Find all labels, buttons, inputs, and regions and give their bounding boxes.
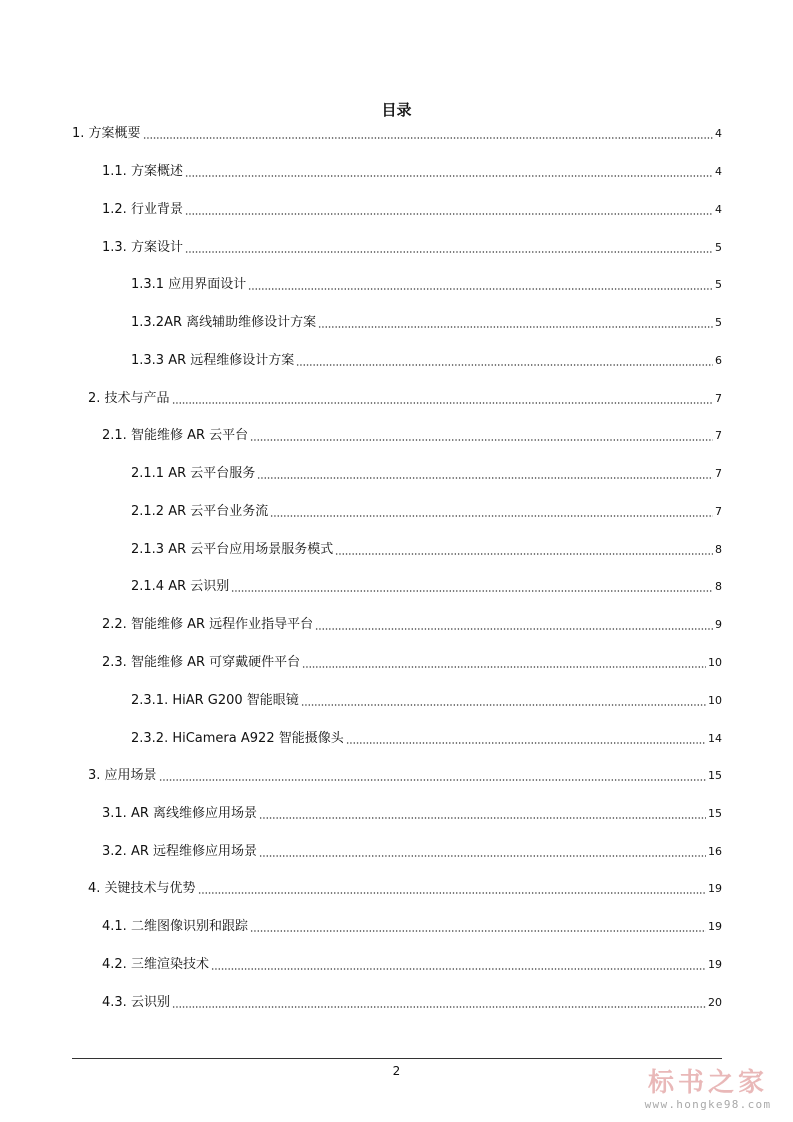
toc-entry[interactable] (131, 275, 722, 295)
toc-entry[interactable] (102, 162, 722, 182)
toc-entry[interactable] (102, 238, 722, 258)
toc-entry-page: 6 (715, 354, 722, 367)
toc-entry-page: 15 (708, 769, 722, 782)
toc-entry-page: 5 (715, 278, 722, 291)
toc-entry[interactable] (88, 389, 722, 409)
toc-entry[interactable] (131, 577, 722, 597)
toc-entry-label: 1.3.1 应用界面设计 (131, 277, 247, 292)
toc-entry-label: 3.2. AR 远程维修应用场景 (102, 844, 257, 859)
toc-entry-page: 14 (708, 732, 722, 745)
toc-entry[interactable] (102, 955, 722, 975)
toc-entry-page: 19 (708, 882, 722, 895)
dot-leader (143, 137, 713, 139)
toc-entry[interactable] (131, 351, 722, 371)
toc-entry[interactable] (102, 804, 722, 824)
toc-entry[interactable] (131, 729, 722, 749)
dot-leader (296, 364, 713, 366)
toc-entry[interactable] (131, 691, 722, 711)
dot-leader (185, 175, 713, 177)
toc-entry-page: 7 (715, 505, 722, 518)
toc-entry-page: 7 (715, 392, 722, 405)
footer-divider (72, 1058, 722, 1059)
toc-entry-label: 2.3.1. HiAR G200 智能眼镜 (131, 693, 299, 708)
toc-entry[interactable] (88, 766, 722, 786)
toc-entry-page: 9 (715, 618, 722, 631)
toc-entry-label: 2. 技术与产品 (88, 391, 170, 406)
dot-leader (159, 779, 706, 781)
toc-entry-page: 4 (715, 165, 722, 178)
toc-entry-page: 8 (715, 543, 722, 556)
toc-entry-page: 20 (708, 996, 722, 1009)
toc-entry-page: 7 (715, 467, 722, 480)
dot-leader (346, 742, 706, 744)
toc-entry-page: 5 (715, 316, 722, 329)
toc-entry-label: 1.2. 行业背景 (102, 202, 183, 217)
dot-leader (318, 326, 713, 328)
dot-leader (211, 968, 706, 970)
toc-entry-label: 1.1. 方案概述 (102, 164, 183, 179)
toc-entry-label: 1.3.3 AR 远程维修设计方案 (131, 353, 295, 368)
toc-entry-page: 5 (715, 241, 722, 254)
toc-entry-label: 1.3. 方案设计 (102, 240, 183, 255)
toc-entry[interactable] (102, 842, 722, 862)
dot-leader (250, 930, 706, 932)
dot-leader (302, 666, 706, 668)
toc-entry-label: 1.3.2AR 离线辅助维修设计方案 (131, 315, 317, 330)
toc-entry-page: 10 (708, 656, 722, 669)
toc-entry[interactable] (131, 540, 722, 560)
dot-leader (257, 477, 713, 479)
page-number: 2 (392, 1064, 401, 1078)
toc-entry[interactable] (102, 426, 722, 446)
toc-entry-label: 2.3.2. HiCamera A922 智能摄像头 (131, 731, 344, 746)
toc-entry-page: 8 (715, 580, 722, 593)
dot-leader (248, 288, 713, 290)
dot-leader (259, 855, 706, 857)
toc-entry[interactable] (102, 653, 722, 673)
dot-leader (301, 704, 706, 706)
toc-entry-label: 2.1.3 AR 云平台应用场景服务模式 (131, 542, 334, 557)
dot-leader (198, 892, 706, 894)
toc-entry[interactable] (131, 313, 722, 333)
dot-leader (250, 439, 713, 441)
dot-leader (172, 402, 713, 404)
toc-entry-page: 19 (708, 920, 722, 933)
toc-entry-page: 4 (715, 203, 722, 216)
toc-entry-page: 7 (715, 429, 722, 442)
watermark-title: 标书之家 (647, 1068, 768, 1098)
toc-entry[interactable] (102, 993, 722, 1013)
dot-leader (185, 213, 713, 215)
watermark (633, 1068, 783, 1112)
toc-entry-label: 1. 方案概要 (72, 126, 141, 141)
dot-leader (315, 628, 713, 630)
toc-entry-label: 4. 关键技术与优势 (88, 881, 196, 896)
dot-leader (259, 817, 706, 819)
toc-entry-label: 2.1.1 AR 云平台服务 (131, 466, 256, 481)
toc-entry-label: 2.1. 智能维修 AR 云平台 (102, 428, 249, 443)
toc-entry[interactable] (102, 917, 722, 937)
dot-leader (231, 590, 713, 592)
toc-entry[interactable] (72, 124, 722, 144)
page-title: 目录 (381, 101, 412, 119)
toc-entry-label: 4.2. 三维渲染技术 (102, 957, 209, 972)
toc-entry-page: 10 (708, 694, 722, 707)
toc-entry-page: 4 (715, 127, 722, 140)
toc-entry-label: 2.3. 智能维修 AR 可穿戴硬件平台 (102, 655, 301, 670)
toc-entry-label: 2.1.4 AR 云识别 (131, 579, 230, 594)
toc-entry-label: 2.2. 智能维修 AR 远程作业指导平台 (102, 617, 314, 632)
toc-entry-label: 2.1.2 AR 云平台业务流 (131, 504, 269, 519)
dot-leader (185, 251, 713, 253)
toc-entry-page: 19 (708, 958, 722, 971)
dot-leader (270, 515, 713, 517)
toc-entry[interactable] (131, 464, 722, 484)
toc-entry[interactable] (88, 879, 722, 899)
toc-entry[interactable] (102, 615, 722, 635)
watermark-url: www.hongke98.com (644, 1098, 772, 1111)
toc-entry-label: 3. 应用场景 (88, 768, 157, 783)
toc-entry[interactable] (102, 200, 722, 220)
toc-entry-page: 15 (708, 807, 722, 820)
toc-entry-label: 4.1. 二维图像识别和跟踪 (102, 919, 248, 934)
toc-entry-page: 16 (708, 845, 722, 858)
dot-leader (335, 553, 713, 555)
toc-entry-label: 4.3. 云识别 (102, 995, 170, 1010)
toc-entry-label: 3.1. AR 离线维修应用场景 (102, 806, 257, 821)
dot-leader (172, 1006, 706, 1008)
toc-entry[interactable] (131, 502, 722, 522)
